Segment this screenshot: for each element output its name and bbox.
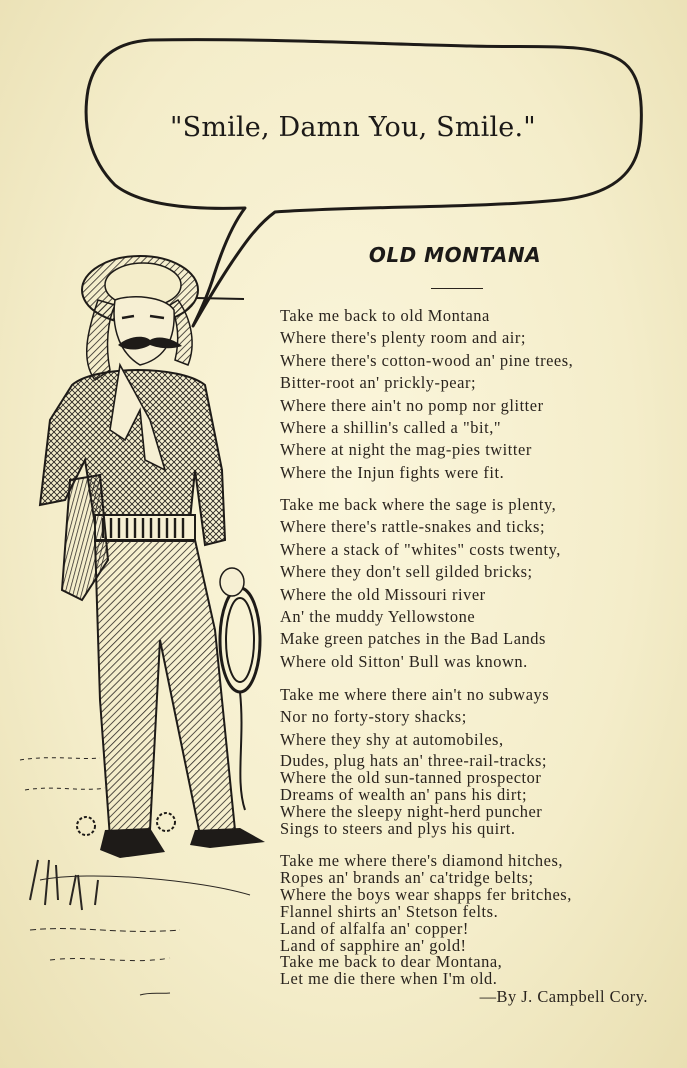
poem-line: An' the muddy Yellowstone [280,607,476,627]
poem-line: Take me back to old Montana [280,306,490,325]
poem-line: Where there ain't no pomp nor glitter [280,395,544,415]
stanza-4 [280,853,680,988]
poem-line: Ropes an' brands an' ca'tridge belts; [280,867,534,887]
stanza-3 [280,684,680,751]
poem-line: Where there's cotton-wood an' pine trees, [280,350,574,370]
poem-line: Where the boys wear shapps fer britches, [280,884,572,904]
poem-line: Where a shillin's called a "bit," [280,418,502,438]
author-attribution: —By J. Campbell Cory. [479,987,648,1006]
poem-line: Land of sapphire an' gold! [280,935,467,955]
poem-line: Where a stack of "whites" costs twenty, [280,539,561,559]
poem-line: Flannel shirts an' Stetson felts. [280,901,499,921]
poem-line: Nor no forty-story shacks; [280,707,467,727]
poem-title: OLD MONTANA [368,243,542,267]
poem-line: Let me die there when I'm old. [280,969,498,989]
poem-line: Take me where there ain't no subways [280,685,550,704]
poem-line: Sings to steers and plys his quirt. [280,818,516,838]
poem-line: Take me where there's diamond hitches, [280,851,564,870]
poem-line: Dudes, plug hats an' three-rail-tracks; [280,751,547,770]
poem-line: Where old Sitton' Bull was known. [280,651,528,671]
poem-line: Where they don't sell gilded bricks; [280,562,533,582]
poem-line: Where there's plenty room and air; [280,328,527,348]
poem-line: Land of alfalfa an' copper! [280,918,469,938]
title-divider [431,288,483,289]
poem-line: Where the Injun fights were fit. [280,462,505,482]
poem-line: Bitter-root an' prickly-pear; [280,373,477,393]
stanza-2 [280,494,680,673]
poem-line: Make green patches in the Bad Lands [280,629,546,649]
stanza-1 [280,305,680,484]
poem-line: Where there's rattle-snakes and ticks; [280,517,546,537]
poem-line: Take me back to dear Montana, [280,952,503,972]
speech-text: "Smile, Damn You, Smile." [170,112,536,143]
stanza-3-continued [280,753,680,838]
poem-line: Where the sleepy night-herd puncher [280,801,543,821]
poem-line: Dreams of wealth an' pans his dirt; [280,784,528,804]
poem-line: Where at night the mag-pies twitter [280,440,532,460]
poem-line: Where they shy at automobiles, [280,729,504,749]
cowboy-illustration [0,240,285,1030]
poem-line: Take me back where the sage is plenty, [280,495,557,514]
poem-line: Where the old Missouri river [280,584,486,604]
poem-line: Where the old sun-tanned prospector [280,767,542,787]
